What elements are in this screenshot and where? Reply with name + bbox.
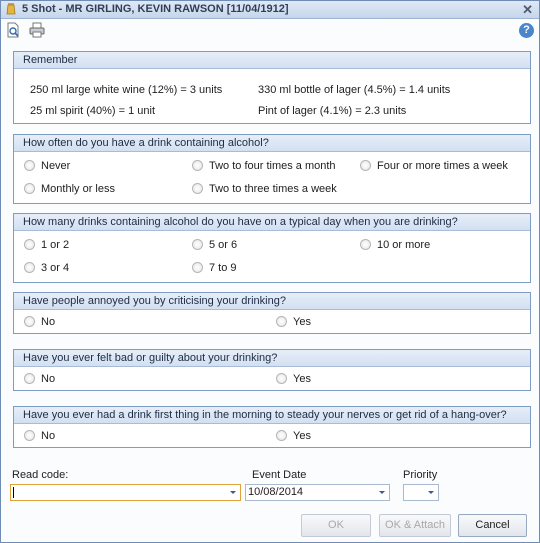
radio-icon[interactable] — [24, 160, 35, 171]
printer-icon[interactable] — [29, 22, 45, 38]
radio-icon[interactable] — [24, 430, 35, 441]
option-yes[interactable]: Yes — [276, 373, 311, 385]
chevron-down-icon[interactable] — [428, 491, 434, 494]
radio-icon[interactable] — [24, 262, 35, 273]
radio-icon[interactable] — [360, 160, 371, 171]
option-5-or-6[interactable]: 5 or 6 — [192, 239, 237, 251]
remember-item: 250 ml large white wine (12%) = 3 units — [30, 84, 223, 96]
option-yes[interactable]: Yes — [276, 316, 311, 328]
event-date-picker[interactable] — [245, 484, 390, 501]
radio-icon[interactable] — [24, 183, 35, 194]
option-7-to-9[interactable]: 7 to 9 — [192, 262, 237, 274]
question-guilty — [13, 349, 531, 391]
option-10-or-more[interactable]: 10 or more — [360, 239, 430, 251]
event-date-label: Event Date — [252, 469, 307, 481]
question-text: Have you ever felt bad or guilty about your drinking? — [14, 350, 530, 367]
option-no[interactable]: No — [24, 430, 55, 442]
radio-icon[interactable] — [24, 316, 35, 327]
chevron-down-icon[interactable] — [379, 491, 385, 494]
window-title: 5 Shot - MR GIRLING, KEVIN RAWSON [11/04/1912] — [22, 3, 289, 15]
question-drinks-per-day — [13, 213, 531, 283]
question-text: Have you ever had a drink first thing in the morning to steady your nerves or get rid of a hang-over? — [14, 407, 530, 424]
remember-heading: Remember — [14, 52, 530, 69]
radio-icon[interactable] — [192, 183, 203, 194]
option-no[interactable]: No — [24, 373, 55, 385]
option-monthly-or-less[interactable]: Monthly or less — [24, 183, 115, 195]
ok-attach-button[interactable]: OK & Attach — [379, 514, 451, 537]
question-text: How many drinks containing alcohol do you have on a typical day when you are drinking? — [14, 214, 530, 231]
question-text: How often do you have a drink containing alcohol? — [14, 135, 530, 152]
radio-icon[interactable] — [24, 239, 35, 250]
remember-item: 330 ml bottle of lager (4.5%) = 1.4 units — [258, 84, 451, 96]
question-drink-frequency — [13, 134, 531, 204]
option-yes[interactable]: Yes — [276, 430, 311, 442]
remember-panel — [13, 51, 531, 124]
option-two-to-four-month[interactable]: Two to four times a month — [192, 160, 336, 172]
remember-item: 25 ml spirit (40%) = 1 unit — [30, 105, 156, 117]
radio-icon[interactable] — [24, 373, 35, 384]
question-eye-opener — [13, 406, 531, 448]
option-two-to-three-week[interactable]: Two to three times a week — [192, 183, 337, 195]
title-bar — [1, 1, 539, 19]
close-button[interactable]: ✕ — [522, 2, 533, 17]
radio-icon[interactable] — [192, 262, 203, 273]
text-caret — [13, 487, 14, 498]
option-no[interactable]: No — [24, 316, 55, 328]
toolbar — [1, 19, 539, 41]
option-never[interactable]: Never — [24, 160, 70, 172]
ok-button[interactable]: OK — [301, 514, 371, 537]
option-3-or-4[interactable]: 3 or 4 — [24, 262, 69, 274]
option-four-or-more-week[interactable]: Four or more times a week — [360, 160, 508, 172]
radio-icon[interactable] — [276, 430, 287, 441]
radio-icon[interactable] — [360, 239, 371, 250]
remember-item: Pint of lager (4.1%) = 2.3 units — [258, 105, 407, 117]
radio-icon[interactable] — [192, 239, 203, 250]
question-text: Have people annoyed you by criticising your drinking? — [14, 293, 530, 310]
chevron-down-icon[interactable] — [230, 491, 236, 494]
question-annoyed — [13, 292, 531, 334]
read-code-label: Read code: — [12, 469, 69, 481]
priority-label: Priority — [403, 469, 438, 481]
cancel-button[interactable]: Cancel — [458, 514, 527, 537]
radio-icon[interactable] — [276, 373, 287, 384]
option-1-or-2[interactable]: 1 or 2 — [24, 239, 69, 251]
event-date-value: 10/08/2014 — [248, 486, 304, 498]
help-icon[interactable]: ? — [519, 23, 534, 38]
radio-icon[interactable] — [276, 316, 287, 327]
read-code-combobox[interactable] — [10, 484, 241, 501]
app-icon — [5, 3, 17, 15]
print-preview-icon[interactable] — [5, 22, 21, 38]
priority-dropdown[interactable] — [403, 484, 439, 501]
radio-icon[interactable] — [192, 160, 203, 171]
